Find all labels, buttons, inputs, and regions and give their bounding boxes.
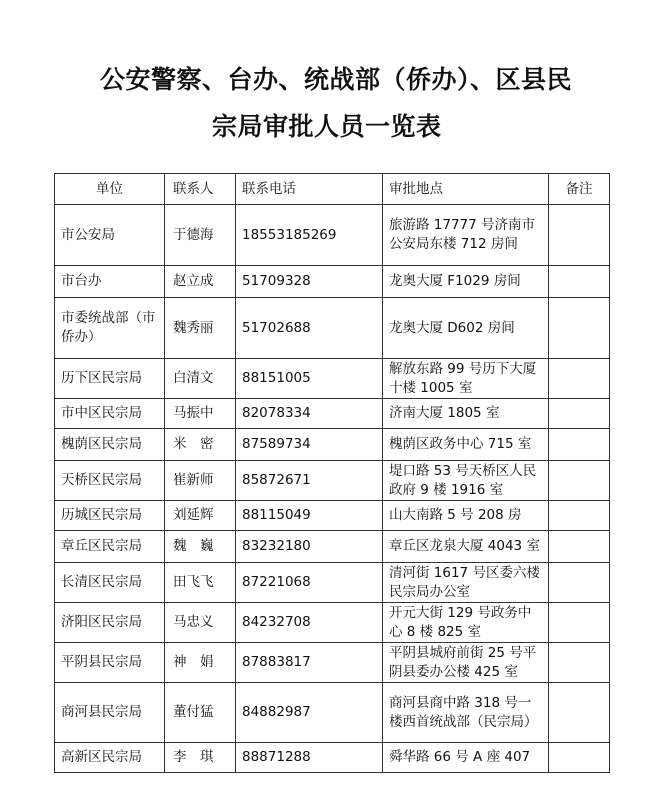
cell-phone: 85872671 (236, 461, 383, 501)
table-row (55, 399, 610, 429)
cell-contact: 白清文 (165, 359, 236, 399)
cell-remark (549, 743, 610, 773)
cell-contact: 于德海 (165, 205, 236, 266)
cell-contact: 田飞飞 (165, 563, 236, 603)
cell-phone: 51709328 (236, 266, 383, 298)
cell-remark (549, 563, 610, 603)
page-title-line-2: 宗局审批人员一览表 (212, 112, 442, 141)
cell-remark (549, 399, 610, 429)
cell-remark (549, 298, 610, 359)
cell-remark (549, 501, 610, 531)
table-row (55, 643, 610, 683)
cell-address: 山大南路 5 号 208 房 (383, 501, 549, 531)
cell-remark (549, 461, 610, 501)
table-row (55, 743, 610, 773)
cell-remark (549, 205, 610, 266)
cell-address: 龙奥大厦 D602 房间 (383, 298, 549, 359)
cell-phone: 51702688 (236, 298, 383, 359)
cell-phone: 84232708 (236, 603, 383, 643)
cell-phone: 87589734 (236, 429, 383, 461)
cell-phone: 87221068 (236, 563, 383, 603)
cell-unit: 天桥区民宗局 (55, 461, 165, 501)
cell-phone: 83232180 (236, 531, 383, 563)
cell-phone: 88871288 (236, 743, 383, 773)
cell-address: 开元大街 129 号政务中心 8 楼 825 室 (383, 603, 549, 643)
cell-address: 章丘区龙泉大厦 4043 室 (383, 531, 549, 563)
cell-contact: 董付猛 (165, 683, 236, 743)
cell-address: 龙奥大厦 F1029 房间 (383, 266, 549, 298)
cell-phone: 82078334 (236, 399, 383, 429)
cell-unit: 槐荫区民宗局 (55, 429, 165, 461)
cell-remark (549, 429, 610, 461)
header-address: 审批地点 (383, 174, 549, 205)
table-row (55, 683, 610, 743)
cell-unit: 济阳区民宗局 (55, 603, 165, 643)
cell-remark (549, 266, 610, 298)
cell-contact: 魏秀丽 (165, 298, 236, 359)
cell-address: 清河街 1617 号区委六楼民宗局办公室 (383, 563, 549, 603)
cell-unit: 平阴县民宗局 (55, 643, 165, 683)
table-row (55, 461, 610, 501)
header-phone: 联系电话 (236, 174, 383, 205)
cell-phone: 18553185269 (236, 205, 383, 266)
cell-unit: 商河县民宗局 (55, 683, 165, 743)
cell-address: 舜华路 66 号 A 座 407 (383, 743, 549, 773)
cell-address: 槐荫区政务中心 715 室 (383, 429, 549, 461)
cell-address: 堤口路 53 号天桥区人民政府 9 楼 1916 室 (383, 461, 549, 501)
header-contact: 联系人 (165, 174, 236, 205)
table-row (55, 501, 610, 531)
table-row (55, 359, 610, 399)
cell-remark (549, 603, 610, 643)
table-row (55, 298, 610, 359)
cell-contact: 神 娟 (165, 643, 236, 683)
cell-contact: 赵立成 (165, 266, 236, 298)
table-row (55, 531, 610, 563)
cell-phone: 87883817 (236, 643, 383, 683)
cell-unit: 高新区民宗局 (55, 743, 165, 773)
cell-remark (549, 359, 610, 399)
cell-address: 解放东路 99 号历下大厦十楼 1005 室 (383, 359, 549, 399)
cell-unit: 市中区民宗局 (55, 399, 165, 429)
cell-unit: 历城区民宗局 (55, 501, 165, 531)
cell-contact: 马振中 (165, 399, 236, 429)
table-row (55, 429, 610, 461)
cell-address: 旅游路 17777 号济南市公安局东楼 712 房间 (383, 205, 549, 266)
header-remark: 备注 (549, 174, 610, 205)
cell-address: 平阴县城府前街 25 号平阴县委办公楼 425 室 (383, 643, 549, 683)
cell-contact: 李 琪 (165, 743, 236, 773)
cell-phone: 84882987 (236, 683, 383, 743)
cell-phone: 88115049 (236, 501, 383, 531)
cell-unit: 长清区民宗局 (55, 563, 165, 603)
table-row (55, 563, 610, 603)
cell-contact: 米 密 (165, 429, 236, 461)
cell-contact: 刘延辉 (165, 501, 236, 531)
table-row (55, 205, 610, 266)
cell-unit: 市公安局 (55, 205, 165, 266)
cell-remark (549, 643, 610, 683)
cell-address: 济南大厦 1805 室 (383, 399, 549, 429)
table-row (55, 603, 610, 643)
cell-unit: 历下区民宗局 (55, 359, 165, 399)
cell-contact: 马忠义 (165, 603, 236, 643)
cell-contact: 崔新师 (165, 461, 236, 501)
table-header-row (55, 174, 610, 205)
cell-contact: 魏 巍 (165, 531, 236, 563)
page-title-line-1: 公安警察、台办、统战部（侨办）、区县民 (100, 65, 573, 94)
table-row (55, 266, 610, 298)
approver-table (54, 173, 610, 773)
cell-unit: 市台办 (55, 266, 165, 298)
cell-phone: 88151005 (236, 359, 383, 399)
cell-remark (549, 683, 610, 743)
cell-remark (549, 531, 610, 563)
cell-unit: 市委统战部（市侨办） (55, 298, 165, 359)
cell-address: 商河县商中路 318 号一楼西首统战部（民宗局） (383, 683, 549, 743)
cell-unit: 章丘区民宗局 (55, 531, 165, 563)
header-unit: 单位 (55, 174, 165, 205)
